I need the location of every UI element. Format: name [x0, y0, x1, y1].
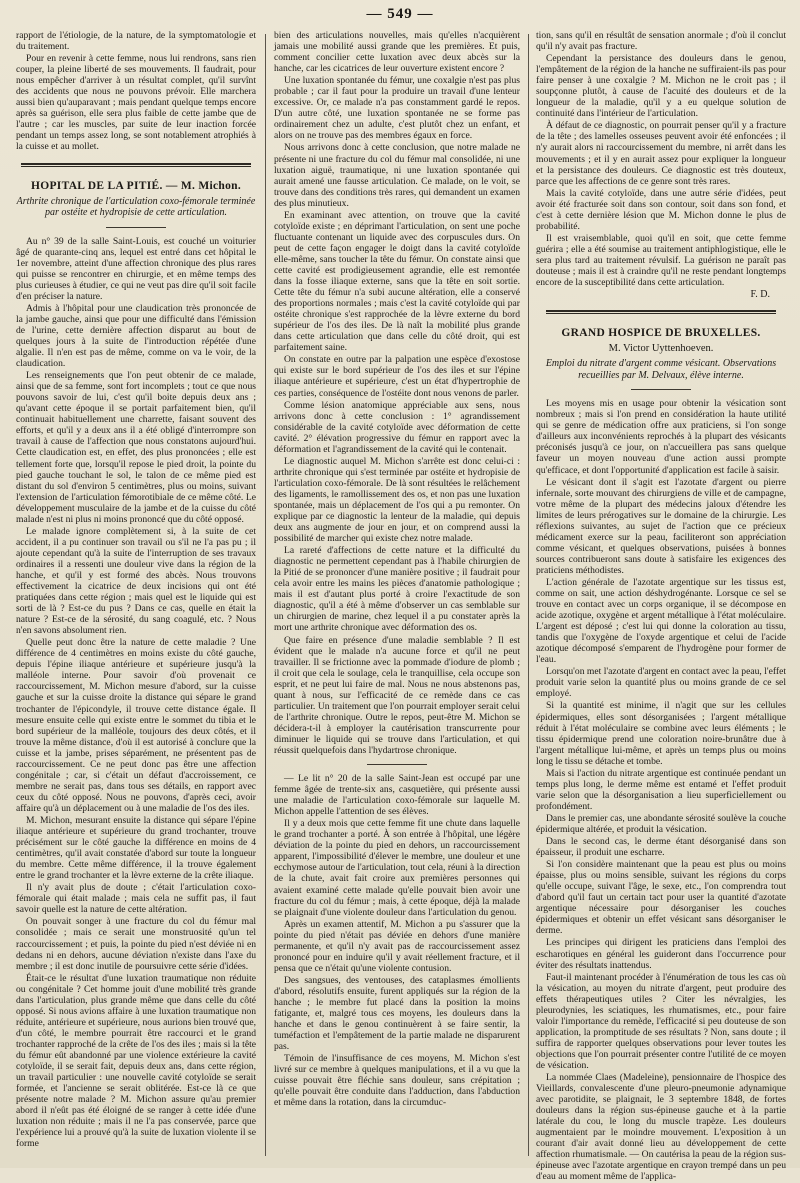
paragraph: On pouvait songer à une fracture du col du fémur mal consolidée ; mais ce serait une monstruosité qu'un tel raccourcissement ; et puis, la pointe du pied n'est déviée ni en dedans ni en dehors, aucune déviation n'existe dans l'axe du membre ; il est donc inutile de poursuivre cette série d'idées.: [16, 916, 256, 972]
column-rule-left: [265, 34, 266, 1156]
paragraph: Mais la cavité cotyloïde, dans une autre série d'idées, peut avoir été fracturée soit dans son contour, soit dans son fond, et c'est à cette dernière lésion que M. Michon donne le plus de probabilité.: [536, 187, 786, 232]
paragraph: Si l'on considère maintenant que la peau est plus ou moins épaisse, plus ou moins sensible, suivant les régions du corps qu'elle occupe, suivant l'âge, le sexe, etc., l'on comprendra tout d'abord qu'il faut un certain tact pour user la quantité d'azotate argentique nécessaire pour désorganiser les couches épidermiques et obtenir un effet vésicant sans désorganiser le derme.: [536, 859, 786, 937]
page-number: — 549 —: [366, 6, 434, 22]
column-3: [536, 30, 786, 1183]
column-2: [274, 30, 520, 1160]
paragraph: — Le lit n° 20 de la salle Saint-Jean est occupé par une femme âgée de trente-six ans, casquetière, qui présente aussi une maladie de l'articulation coxo-fémorale sur laquelle M. Michon appelle l'attention de ses élèves.: [274, 773, 520, 818]
paragraph: Mais si l'action du nitrate argentique est continuée pendant un temps plus long, le derme même est entamé et l'effet produit varie selon que la désorganisation a lieu superficiellement ou profondément.: [536, 767, 786, 812]
section-heading-bruxelles: GRAND HOSPICE DE BRUXELLES.: [561, 327, 761, 340]
paragraph: tion, sans qu'il en résultât de sensation anormale ; d'où il conclut qu'il n'y avait pas fracture.: [536, 30, 786, 53]
paragraph: Il est vraisemblable, quoi qu'il en soit, que cette femme guérira ; elle a été soumise au traitement antiphlogistique, elle le sera plus tard au traitement révulsif. La guérison ne paraît pas douteuse ; mais il est à craindre qu'il ne reste pendant longtemps encore de la susceptibilité dans cette articulation.: [536, 232, 786, 289]
paragraph: Comme lésion anatomique appréciable aux sens, nous arrivons donc à cette conclusion : 1° agrandissement considérable de la cavité cotyloïde avec déformation de cette cavité. 2° élévation progressive du fémur en rapport avec la déformation et l'agrandissement de la cavité qui le contenait.: [274, 399, 520, 455]
paragraph: Les renseignements que l'on peut obtenir de ce malade, ainsi que de sa femme, sont fort incomplets ; tout ce que nous pouvons savoir de lui, c'est qu'il boite depuis deux ans ; qu'avant cette époque il se portait parfaitement bien, qu'il continuait habituellement une charrette, faisant souvent des efforts, et qu'il y a deux ans il a été obligé d'interrompre son travail à cause de l'affection que nous constatons aujourd'hui. Cette claudication est, en effet, des plus prononcées ; elle est tellement forte que, lorsqu'il repose le pied droit, la pointe du pied gauche touchant le sol, le talon de ce même pied est distant du sol d'environ 5 centimètres, plus ou moins, suivant l'extension de l'articulation fémorotibiale de ce même côté. Le développement musculaire de la jambe et de la cuisse du côté malade n'est ni plus ni moins prononcé que du côté opposé.: [16, 370, 256, 525]
paragraph: En examinant avec attention, on trouve que la cavité cotyloïde existe ; en déprimant l'articulation, on sent une poche fluctuante contenant un liquide avec des corpuscules durs. On peut de cette façon engager le doigt dans la cavité cotyloïde elle-même, sans toucher la tête du fémur. On constate ainsi que cette cavité est prodigieusement agrandie, elle est remontée dans la fosse iliaque externe, sans que la tête en soit sortie. Cette tête du fémur n'a subi aucune altération, elle a conservé des proportions normales ; mais c'est la cavité cotyloïde qui par ostéite chronique s'est rapprochée de la lèvre externe du bord supérieur de l'os des iles. De là naît la mobilité plus grande dans cette articulation que dans celle du côté droit, qui est parfaitement saine.: [274, 209, 520, 354]
paragraph: La rareté d'affections de cette nature et la difficulté du diagnostic ne permettent cependant pas à l'habile chirurgien de la Pitié de se prononcer d'une manière positive ; il faudrait pour cela avoir entre les mains les pièces d'anatomie pathologique ; mais il est d'autant plus porté à croire l'exactitude de son diagnostic, qu'il a été à même d'observer un cas semblable sur un chirurgien de marine, chez lequel il a pu constater après la mort une arthrite chronique avec déformation des os.: [274, 545, 520, 634]
paragraph: Le diagnostic auquel M. Michon s'arrête est donc celui-ci : arthrite chronique qui s'est terminée par ostéite et hydropisie de l'articulation coxo-fémorale. De là sont résultées le relâchement des ligaments, le ramollissement des os, et non pas une luxation spontanée, mais un déplacement de l'os qui a pu remonter. On explique par ce diagnostic la lenteur de la maladie, qui depuis deux ans augmente de jour en jour, et on comprend aussi la possibilité de marcher qui existe chez notre malade.: [274, 455, 520, 545]
paragraph: Cependant la persistance des douleurs dans le genou, l'empâtement de la région de la hanche ne suffiraient-ils pas pour faire penser à une coxalgie ? M. Michon ne le croit pas ; il soupçonne plutôt, à cause de l'acuité des douleurs et de la longueur de la maladie, qu'il y a eu quelque solution de continuité dans l'intérieur de l'articulation.: [536, 53, 786, 120]
paragraph: Dans le premier cas, une abondante sérosité soulève la couche épidermique altérée, et produit la vésication.: [536, 812, 786, 835]
paragraph: Après un examen attentif, M. Michon a pu s'assurer que la pointe du pied n'était pas déviée en dehors d'une manière permanente, et qu'il n'y avait pas de raccourcissement assez prononcé pour en induire qu'il y avait réellement fracture, et il pensa que ce n'était qu'une violente contusion.: [274, 918, 520, 974]
paragraph: Quelle peut donc être la nature de cette maladie ? Une différence de 4 centimètres en moins existe du côté gauche, depuis l'épine iliaque antérieure et supérieure jusqu'à la malléole interne. Pour savoir d'où provenait ce raccourcissement, M. Michon mesure d'abord, sur la cuisse gauche et sur la cuisse droite la distance qui sépare le grand trochanter de l'épicondyle, il trouve cette distance égale. Il mesure ensuite celle qui existe entre le sommet du tibia et le bord supérieur de la malléole, toujours des deux côtés, et il trouve la même distance, d'où il est autorisé à conclure que la cuisse et la jambe, prises séparément, ne présentent pas de raccourcissement. Ce ne peut donc pas être une affection congénitale ; car, si c'était un défaut d'accroissement, ce membre ne serait pas, dans tous ses détails, en rapport avec ceux du côté opposé. Nous ne pouvons, d'après ceci, avoir affaire qu'à un déplacement ou à une maladie de l'os des iles.: [16, 637, 256, 814]
paragraph: Témoin de l'insuffisance de ces moyens, M. Michon s'est livré sur ce membre à quelques manipulations, et il a vu que la cuisse pouvait être fléchie sans douleur, sans crépitation ; qu'elle pouvait être conduite dans l'adduction, dans l'abduction et même dans la rotation, dans la circumduc-: [274, 1053, 520, 1109]
paragraph: Au n° 39 de la salle Saint-Louis, est couché un voiturier âgé de quarante-cinq ans, lequel est entré dans cet hôpital le 1er novembre, atteint d'une affection chronique des plus rares qui puisse se rencontrer en chirurgie, et en même temps des plus curieuses à étudier, ce qui ne veut pas dire qu'il soit facile d'en préciser la nature.: [16, 235, 256, 302]
column-1: [16, 30, 256, 1160]
paragraph: L'action générale de l'azotate argentique sur les tissus est, comme on sait, une action déshydrogénante. Lorsque ce sel se trouve en contact avec un corps organique, il se décompose en acide azotique, oxygène et argent métallique à l'état moléculaire. L'argent est déposé ; c'est lui qui donne la coloration au tissu, tandis que l'oxygène de l'oxyde argentique et celui de l'acide azotique décomposé s'emparent de l'hydrogène pour former de l'eau.: [536, 576, 786, 666]
paragraph: Pour en revenir à cette femme, nous lui rendrons, sans rien couper, la pleine liberté de ses mouvements. Il faudrait, pour nous empêcher d'arriver à un résultat complet, qu'il survînt des accidents que nous ne pouvons prévoir. Elle marchera aussi bien qu'auparavant ; mais pendant quelque temps encore après sa guérison, elle sera plus faible de cette jambe que de l'autre ; car les muscles, par suite de leur inaction forcée pendant un temps assez long, se sont notablement atrophiés à la cuisse et au mollet.: [16, 53, 256, 153]
paragraph: Si la quantité est minime, il n'agit que sur les cellules épidermiques, elles sont désorganisées ; l'argent métallique réduit à l'état moléculaire se combine avec leurs éléments ; le tissu épidermique prend une coloration noire-brunâtre due à l'argent métallique lui-même, et après un temps plus ou moins long le tissu se détache et tombe.: [536, 700, 786, 767]
short-divider: [631, 389, 691, 390]
paragraph: rapport de l'étiologie, de la nature, de la symptomatologie et du traitement.: [16, 30, 256, 53]
short-divider: [106, 227, 166, 228]
article-subtitle: Emploi du nitrate d'argent comme vésicant. Observations recueillies par M. Delvaux, élève interne.: [545, 358, 777, 381]
section-heading-pitie: HOPITAL DE LA PITIÉ. — M. Michon.: [30, 179, 241, 192]
paragraph: Était-ce le résultat d'une luxation traumatique non réduite ou congénitale ? Cet homme jouit d'une mobilité très grande dans l'articulation, plus grande même que dans celle du côté opposé. Si nous avions affaire à une luxation traumatique non réduite, antérieure et supérieure, nous aurions bien trouvé que, d'un côté, le membre pourrait être raccourci et le grand trochanter rapproché de la crête de l'os des iles ; mais si la tête du fémur eût abandonné par une violence extérieure la cavité cotyloïde, il se serait fait, depuis deux ans, dans cette région, un travail particulier : une nouvelle cavité cotyloïde se serait formée, et l'ancienne se serait oblitérée. Est-ce là ce que présente notre malade ? M. Michon assure qu'au premier abord il n'eût pas été éloigné de se ranger à cette idée d'une luxation non réduite ; mais il ne l'a pas conservée, parce que l'expérience lui a prouvé qu'à la suite de luxation violente il se forme: [16, 972, 256, 1150]
paragraph: À défaut de ce diagnostic, on pourrait penser qu'il y a fracture de la tête ; des lamelles osseuses peuvent avoir été enfoncées ; il n'y aurait alors ni raccourcissement du membre, ni arrêt dans les mouvements ; et il y en aurait assez pour expliquer la longueur et la persistance des douleurs. Ce diagnostic est très douteux, parce que les affections de ce genre sont très rares.: [536, 120, 786, 187]
paragraph: Les moyens mis en usage pour obtenir la vésication sont nombreux ; mais si l'on prend en considération la haute utilité qui se genre de médication offre aux praticiens, si l'on songe d'ailleurs aux inconvénients reprochés à la plupart des vésicants préconisés jusqu'à ce jour, on n'accueillera pas sans quelque faveur un moyen nouveau d'une action aussi prompte qu'efficace, et dont l'opportunité d'application est facile à saisir.: [536, 398, 786, 476]
article-subtitle: Arthrite chronique de l'articulation coxo-fémorale terminée par ostéite et hydropisie de cette articulation.: [16, 195, 256, 219]
paragraph: On constate en outre par la palpation une espèce d'exostose qui existe sur le bord supérieur de l'os des iles et sur l'épine iliaque antérieure et supérieure, c'est un état d'hypertrophie de ces parties, conséquence de l'ostéite dont nous venons de parler.: [274, 354, 520, 399]
article-author: M. Victor Uyttenhoeven.: [608, 343, 714, 355]
paragraph: Il y a deux mois que cette femme fit une chute dans laquelle le grand trochanter a porté. À son entrée à l'hôpital, une légère déviation de la pointe du pied en dehors, un raccourcissement apparent, l'impossibilité d'élever le membre, une douleur et une ecchymose autour de l'articulation, tout cela, réuni à la direction de la chute, avait fait croire aux premières personnes qui avaient examiné cette malade qu'elle pouvait bien avoir une fracture du col du fémur ; mais, à cette époque, déjà la malade se plaignait d'une violente douleur dans l'articulation du genou.: [274, 818, 521, 918]
paragraph: Dans le second cas, le derme étant désorganisé dans son épaisseur, il produit une escharre.: [536, 836, 786, 859]
paragraph: Une luxation spontanée du fémur, une coxalgie n'est pas plus probable ; car il faut pour la produire un travail d'une lenteur excessive. Or, ce malade n'a pas constamment gardé le repos. D'un autre côté, une luxation spontanée ne se forme pas ordinairement chez un adulte, c'est plutôt chez un enfant, et alors on ne trouve pas des membres égaux en force.: [274, 75, 520, 142]
author-signature: F. D.: [750, 289, 770, 301]
paragraph: Des sangsues, des ventouses, des cataplasmes émollients d'abord, résolutifs ensuite, furent appliqués sur la région de la hanche ; le membre fut placé dans la position la moins fatigante, et, malgré tous ces moyens, les douleurs dans la hanche et dans le genou continuèrent à se faire sentir, la tuméfaction et l'empâtement de la partie malade ne disparurent pas.: [274, 974, 520, 1053]
section-divider: [21, 163, 251, 167]
paragraph: Nous arrivons donc à cette conclusion, que notre malade ne présente ni une fracture du col du fémur mal consolidée, ni une luxation aiguë, traumatique, ni une luxation spontanée qui aurait amené une fausse articulation. Ce malade, on le voit, se trouve dans des conditions très rares, qui demandent un examen des plus minutieux.: [274, 142, 520, 209]
paragraph: Le vésicant dont il s'agit est l'azotate d'argent ou pierre infernale, sorte mouvant des chirurgiens de ville et de campagne, votre même de la plupart des médecins jaloux d'étendre les limites de leurs prérogatives sur le domaine de la chirurgie. Les réflexions suivantes, au sujet de l'action que ce précieux médicament exerce sur la peau, faciliteront son appréciation comme vésicant, et quelques observations, puisées à bonnes sources contribueront sans doute à satisfaire les exigences des praticiens méthodistes.: [536, 476, 786, 576]
paragraph: Lorsqu'on met l'azotate d'argent en contact avec la peau, l'effet produit varie selon la quantité plus ou moins grande de ce sel employé.: [536, 666, 786, 700]
paragraph: Admis à l'hôpital pour une claudication très prononcée de la jambe gauche, ainsi que pour une difficulté dans l'émission de l'urine, cette dernière affection disparut au bout de quelques jours à la suite de l'introduction répétée d'une algalie. Il n'en est pas de même, comme on va le voir, de la claudication.: [16, 302, 256, 370]
paragraph: La nommée Claes (Madeleine), pensionnaire de l'hospice des Vieillards, convalescente d'une pleuro-pneumonie adynamique avec parotidite, se plaignait, le 3 septembre 1848, de fortes douleurs dans la région sus-épineuse gauche et à la partie latérale du cou, le long du muscle trapèze. Les douleurs augmentaient par le moindre mouvement. L'exposition à un courant d'air avait donné lieu au développement de cette affection rhumatismale. — On cautérisa la peau de la région sus-épineuse avec l'azotate argentique en crayon trempé dans un peu d'eau au moment même de l'applica-: [536, 1072, 786, 1183]
paragraph: Que faire en présence d'une maladie semblable ? Il est évident que le malade n'a aucune force et qu'il ne peut travailler. Il se frictionne avec la pommade d'iodure de plomb ; il croit que cela le soulage, cela le tranquillise, cela occupe son esprit, et ne peut lui faire de mal. Nous ne nous abstenons pas, quant à nous, sur l'efficacité de ce remède dans ce cas particulier. Un traitement que l'on pourrait employer serait celui de l'arthrite chronique. Outre le repos, peut-être M. Michon se décidera-t-il à employer la cautérisation transcurrente pour diminuer le liquide qui se trouve dans l'articulation, et qui réussit quelquefois dans l'hydartrose chronique.: [274, 634, 520, 756]
paragraph: M. Michon, mesurant ensuite la distance qui sépare l'épine iliaque antérieure et supérieure du grand trochanter, trouve précisément sur le côté gauche la différence en moins de 4 centimètres, qu'il avait constatée d'abord sur toute la longueur du membre. Cette même différence, il la trouve également entre le grand trochanter et la lèvre externe de la crête iliaque.: [16, 815, 256, 882]
paragraph: Faut-il maintenant procéder à l'énumération de tous les cas où la vésication, au moyen du nitrate d'argent, peut produire des effets thérapeutiques utiles ? Citer les névralgies, les pleurodynies, les sciatiques, les rhumatismes, etc., pour faire valoir l'importance du remède, l'efficacité si peu douteuse de son application, la promptitude de ses résultats ? Non, sans doute ; il suffira de rapporter quelques observations pour lever toutes les objections que l'on pourrait présenter contre l'utilité de ce moyen de vésication.: [536, 971, 786, 1071]
column-rule-right: [528, 34, 529, 1156]
paragraph: Le malade ignore complètement si, à la suite de cet accident, il a pu continuer son travail ou s'il ne l'a pas pu ; il ajoute cependant qu'à la suite de l'interruption de ses travaux ordinaires il a ressenti une douleur vive dans la région de la hanche, et qu'il y est formé des abcès. Nous trouvons effectivement la cicatrice de deux incisions qui ont été pratiquées dans cette région ; mais quel est le liquide qui est sorti de là ? Est-ce du pus ? Dans ce cas, quelle en était la nature ? Est-ce de la sérosité, du sang coagulé, etc. ? Nous n'en savons absolument rien.: [16, 525, 256, 637]
short-divider: [367, 764, 427, 765]
paragraph: Il n'y avait plus de doute ; c'était l'articulation coxo-fémorale qui était malade ; mais cela ne suffit pas, il faut savoir quelle est la nature de cette altération.: [16, 882, 256, 916]
section-divider: [546, 310, 776, 314]
paragraph: bien des articulations nouvelles, mais qu'elles n'acquièrent jamais une mobilité aussi grande que les premières. Et puis, comment concilier cette luxation avec deux abcès sur la hanche, car les cicatrices de leur ouverture existent encore ?: [274, 30, 520, 75]
paragraph: Les principes qui dirigent les praticiens dans l'emploi des escharotiques en général les guideront dans l'occurrence pour éviter des résultats inattendus.: [536, 937, 786, 971]
